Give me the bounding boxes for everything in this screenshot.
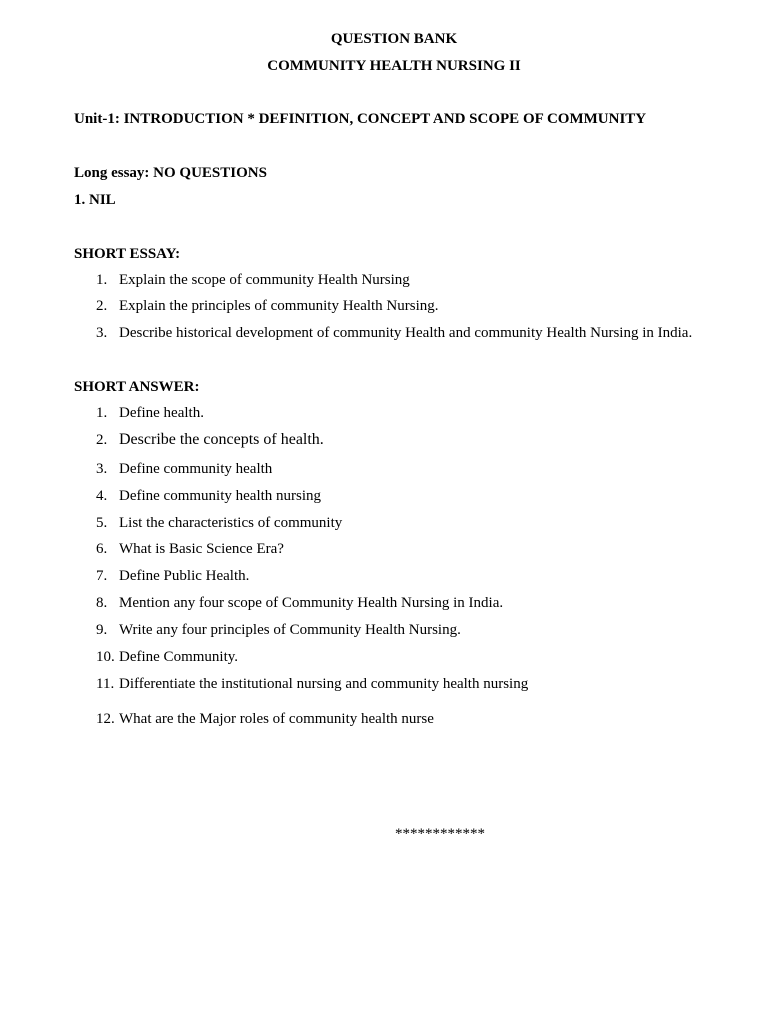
list-item-text: Explain the principles of community Health Nursing. (119, 298, 439, 314)
list-item-text: List the characteristics of community (119, 515, 343, 531)
list-item-number: 3. (96, 325, 108, 341)
list-item-number: 6. (96, 541, 108, 557)
list-item-text: Describe historical development of community Health and community Health Nursing in India. (119, 325, 693, 341)
list-item-text: Mention any four scope of Community Health Nursing in India. (119, 595, 504, 611)
document-subtitle: COMMUNITY HEALTH NURSING II (267, 58, 521, 74)
short-answer-heading: SHORT ANSWER: (74, 379, 200, 395)
list-item-number: 4. (96, 488, 108, 504)
list-item-number: 1. (96, 272, 108, 288)
list-item-text: Define community health (119, 461, 273, 477)
list-item-number: 9. (96, 622, 108, 638)
list-item-number: 11. (96, 676, 115, 692)
list-item-text: Define Public Health. (119, 568, 250, 584)
list-item-number: 1. (96, 405, 108, 421)
list-item-text: Differentiate the institutional nursing and community health nursing (119, 676, 529, 692)
list-item-number: 8. (96, 595, 108, 611)
list-item-text: Define health. (119, 405, 204, 421)
list-item-number: 5. (96, 515, 108, 531)
list-item-number: 2. (96, 432, 108, 448)
list-item-number: 7. (96, 568, 108, 584)
document-title: QUESTION BANK (330, 31, 458, 47)
short-essay-heading: SHORT ESSAY: (74, 246, 181, 262)
list-item-number: 12. (96, 711, 115, 727)
list-item-number: 2. (96, 298, 108, 314)
list-item-number: 3. (96, 461, 108, 477)
unit-heading: Unit-1: INTRODUCTION * DEFINITION, CONCEPT AND SCOPE OF COMMUNITY (74, 111, 647, 127)
list-item-text: What are the Major roles of community health nurse (119, 711, 434, 727)
list-item-text: Describe the concepts of health. (119, 431, 324, 448)
list-item-text: What is Basic Science Era? (119, 541, 284, 557)
end-separator: ************ (395, 826, 485, 842)
long-essay-heading: Long essay: NO QUESTIONS (74, 165, 267, 181)
long-essay-item: 1. NIL (74, 192, 116, 208)
list-item-text: Explain the scope of community Health Nursing (119, 272, 410, 288)
list-item-text: Define Community. (119, 649, 239, 665)
list-item-text: Define community health nursing (119, 488, 322, 504)
list-item-number: 10. (96, 649, 115, 665)
list-item-text: Write any four principles of Community Health Nursing. (119, 622, 461, 638)
